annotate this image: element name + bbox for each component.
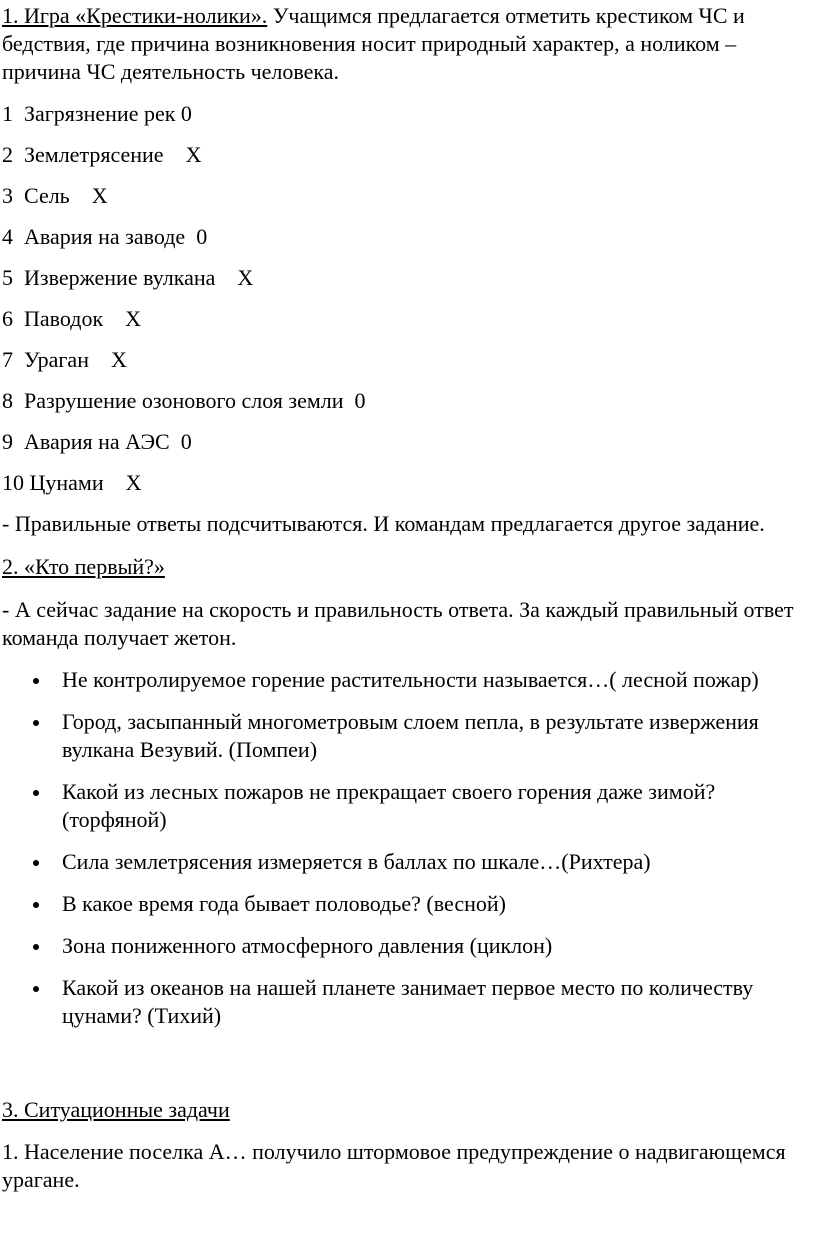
task1-title: 1. Игра «Крестики-нолики». [2,3,268,28]
question-text: Не контролируемое горение растительности называется…( лесной пожар) [62,667,759,692]
item-number: 10 [2,470,24,495]
item-mark: Х [237,265,254,290]
task3-title-line [2,1096,808,1124]
question-item [2,848,808,876]
task1-intro [2,2,808,86]
list-item [2,428,808,456]
list-item [2,100,808,128]
question-text: Какой из океанов на нашей планете занимает первое место по количеству цунами? (Тихий) [62,975,754,1028]
question-text: Город, засыпанный многометровым слоем пепла, в результате извержения вулкана Везувий. (Помпеи) [62,709,759,762]
question-item [2,666,808,694]
bullet-icon [33,790,39,796]
bullet-icon [33,860,39,866]
item-mark: Х [125,470,142,495]
item-text: Землетрясение [24,142,164,167]
item-number: 5 [2,265,13,290]
item-text: Загрязнение рек [24,101,176,126]
item-mark: Х [110,347,127,372]
list-item [2,305,808,333]
item-number: 1 [2,101,13,126]
item-number: 7 [2,347,13,372]
question-item [2,974,808,1030]
task2-title-line [2,553,808,581]
task3-para1: 1. Население поселка А… получило штормовое предупреждение о надвигающемся урагане. [2,1139,786,1192]
bullet-icon [33,944,39,950]
item-text: Извержение вулкана [24,265,216,290]
item-mark: 0 [196,224,208,249]
item-mark: Х [125,306,142,331]
item-mark: Х [185,142,202,167]
item-number: 4 [2,224,13,249]
item-number: 2 [2,142,13,167]
task2-title: 2. «Кто первый?» [2,554,165,579]
question-item [2,890,808,918]
item-text: Авария на заводе [24,224,186,249]
list-item [2,264,808,292]
item-text: Ураган [24,347,89,372]
task3-title: 3. Ситуационные задачи [2,1097,230,1122]
question-text: Какой из лесных пожаров не прекращает своего горения даже зимой? (торфяной) [62,779,776,832]
item-text: Разрушение озонового слоя земли [24,388,344,413]
task1-note: - Правильные ответы подсчитываются. И командам предлагается другое задание. [2,511,765,536]
question-item [2,708,808,764]
item-number: 6 [2,306,13,331]
spacer [2,1044,808,1096]
question-item [2,778,808,834]
item-text: Паводок [24,306,104,331]
bullet-icon [33,678,39,684]
list-item [2,182,808,210]
list-item [2,346,808,374]
list-item [2,141,808,169]
task1-intro-text: Учащимся предлагается отметить крестиком ЧС и бедствия, где причина возникновения носит природный характер, а ноликом – причина ЧС деятельность человека. [2,3,745,84]
item-number: 8 [2,388,13,413]
item-text: Цунами [29,470,104,495]
bullet-icon [33,902,39,908]
item-number: 3 [2,183,13,208]
question-text: В какое время года бывает половодье? (весной) [62,891,506,916]
item-mark: 0 [180,101,192,126]
item-text: Авария на АЭС [24,429,170,454]
item-mark: 0 [354,388,366,413]
item-text: Сель [24,183,70,208]
bullet-icon [33,986,39,992]
bullet-icon [33,720,39,726]
list-item [2,223,808,251]
item-mark: Х [91,183,108,208]
list-item [2,469,808,497]
task2-intro: - А сейчас задание на скорость и правильность ответа. За каждый правильный ответ команда получает жетон. [2,597,794,650]
list-item [2,387,808,415]
task1-list [2,100,808,497]
question-text: Зона пониженного атмосферного давления (циклон) [62,933,553,958]
question-text: Сила землетрясения измеряется в баллах по шкале…(Рихтера) [62,849,651,874]
task2-question-list [2,666,808,1030]
item-mark: 0 [180,429,192,454]
question-item [2,932,808,960]
item-number: 9 [2,429,13,454]
